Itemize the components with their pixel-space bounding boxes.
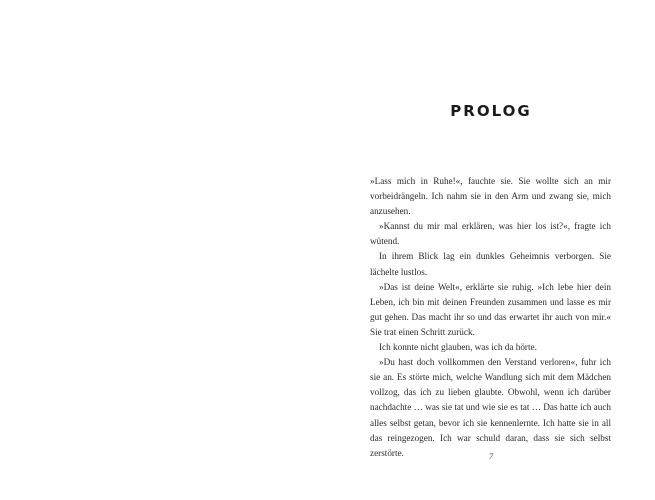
paragraph-6: »Du hast doch vollkommen den Verstand verloren«, fuhr ich sie an. Es störte mich, welche Wandlung sich mit dem Mädchen vollzog, das ich zu lieben glaubte. Obwohl, wenn ich darüber nachdachte … was sie tat und wie sie es tat … Das hatte ich auch alles selbst getan, bevor ich sie kennenlernte. Ich hatte sie in all das reingezogen. Ich war schuld daran, dass sie sich selbst zerstörte. <box>370 357 611 458</box>
left-page-blank <box>0 0 327 500</box>
paragraph-4: »Das ist deine Welt«, erklärte sie ruhig. »Ich lebe hier dein Leben, ich bin mit deinen Freunden zusammen und lasse es mir gut gehen. Das macht ihr so und das erwartet ihr auch von mir.« Sie trat einen Schritt zurück. <box>370 281 611 337</box>
chapter-title: PROLOG <box>450 102 532 120</box>
page-number: 7 <box>488 451 494 461</box>
right-page <box>327 0 655 500</box>
paragraph-5: Ich konnte nicht glauben, was ich da hörte. <box>379 342 537 353</box>
body-text <box>370 174 611 461</box>
paragraph-3: In ihrem Blick lag ein dunkles Geheimnis verborgen. Sie lächelte lustlos. <box>370 251 611 277</box>
paragraph-1: »Lass mich in Ruhe!«, fauchte sie. Sie wollte sich an mir vorbeidrängeln. Ich nahm sie in den Arm und zwang sie, mich anzusehen. <box>370 176 611 217</box>
paragraph-2: »Kannst du mir mal erklären, was hier los ist?«, fragte ich wütend. <box>370 221 611 247</box>
